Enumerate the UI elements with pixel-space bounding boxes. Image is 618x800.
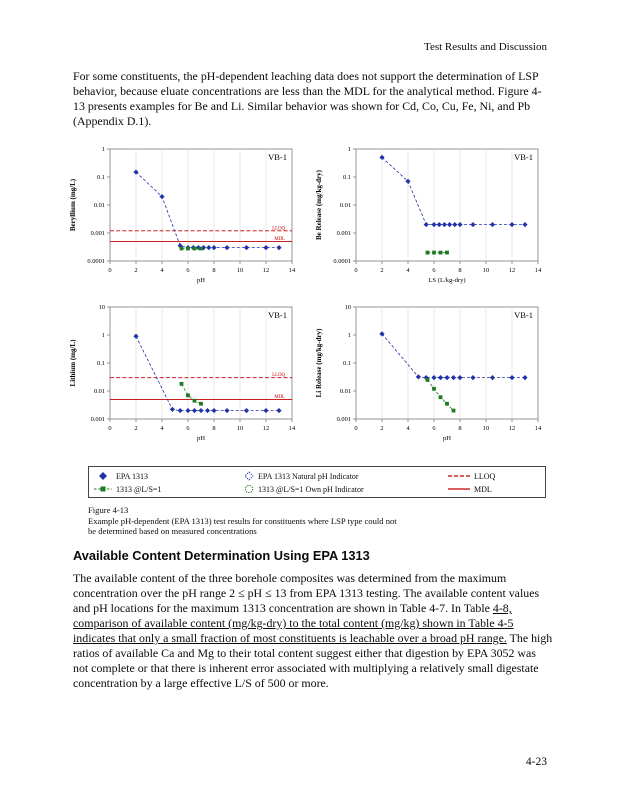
svg-text:MDL: MDL xyxy=(274,236,285,242)
svg-text:14: 14 xyxy=(288,425,296,432)
svg-text:4: 4 xyxy=(160,425,164,432)
svg-text:0.01: 0.01 xyxy=(93,388,105,396)
svg-text:Beryllium (mg/L): Beryllium (mg/L) xyxy=(69,178,77,232)
red-dashed-line-icon xyxy=(448,471,470,481)
svg-text:12: 12 xyxy=(262,425,270,432)
open-circle-marker-icon xyxy=(244,484,254,494)
svg-text:0.001: 0.001 xyxy=(336,230,351,238)
chart-svg xyxy=(310,298,548,450)
svg-text:0.0001: 0.0001 xyxy=(333,258,351,266)
svg-text:2: 2 xyxy=(134,267,138,274)
svg-text:1: 1 xyxy=(101,146,105,154)
svg-text:14: 14 xyxy=(534,425,542,432)
svg-text:10: 10 xyxy=(236,425,244,432)
svg-text:2: 2 xyxy=(134,425,138,432)
chart-svg xyxy=(64,140,302,292)
legend-item-natural-ph-indicator xyxy=(244,471,448,481)
green-square-dashed-marker-icon xyxy=(94,484,112,494)
svg-text:0: 0 xyxy=(108,267,112,274)
paragraph-text: The high ratios of available Ca and Mg to their total content suggest either that digestion by EPA 3052 was not complete or that there is inherent error associated with multiplying a relatively small digestate concentration by a large effective L/S of 500 or more. xyxy=(73,631,553,690)
svg-text:0.0001: 0.0001 xyxy=(87,258,105,266)
svg-text:10: 10 xyxy=(482,425,490,432)
chart-be-release xyxy=(310,140,548,292)
svg-text:12: 12 xyxy=(262,267,270,274)
chart-svg xyxy=(310,140,548,292)
legend-item-own-ph-indicator xyxy=(244,484,448,494)
svg-text:pH: pH xyxy=(442,435,452,442)
available-content-paragraph xyxy=(73,571,553,691)
svg-text:6: 6 xyxy=(432,425,436,432)
legend-item-mdl xyxy=(448,484,528,494)
svg-text:12: 12 xyxy=(508,425,516,432)
svg-text:2: 2 xyxy=(380,425,384,432)
intro-paragraph: For some constituents, the pH-dependent leaching data does not support the determination of LSP behavior, because eluate concentrations are less than the MDL for the analytical method. Figure 4-13 presents examples for Be and Li. Similar behavior was shown for Cd, Co, Cu, Fe, Ni, and Pb (Appendix D.1). xyxy=(73,69,542,128)
svg-text:Li Release (mg/kg-dry): Li Release (mg/kg-dry) xyxy=(315,328,323,398)
figure-caption-line2: be determined based on measured concentrations xyxy=(88,526,257,537)
svg-text:0.001: 0.001 xyxy=(90,416,105,424)
blue-diamond-marker-icon xyxy=(94,471,112,481)
legend-label: LLOQ xyxy=(474,471,496,481)
svg-text:4: 4 xyxy=(406,425,410,432)
svg-text:14: 14 xyxy=(534,267,542,274)
legend-label: 1313 @L/S=1 xyxy=(116,484,162,494)
svg-text:8: 8 xyxy=(212,267,216,274)
open-diamond-marker-icon xyxy=(244,471,254,481)
legend-label: EPA 1313 Natural pH Indicator xyxy=(258,471,359,481)
svg-text:0.1: 0.1 xyxy=(343,360,351,368)
svg-text:4: 4 xyxy=(160,267,164,274)
svg-text:Lithium (mg/L): Lithium (mg/L) xyxy=(69,339,77,387)
svg-text:0.1: 0.1 xyxy=(97,174,105,182)
svg-text:LLOQ: LLOQ xyxy=(272,373,285,379)
svg-text:MDL: MDL xyxy=(274,394,285,400)
svg-text:10: 10 xyxy=(236,267,244,274)
svg-text:0.001: 0.001 xyxy=(90,230,105,238)
svg-text:1: 1 xyxy=(347,146,351,154)
figure-label: Figure 4-13 xyxy=(88,505,129,515)
svg-text:0.1: 0.1 xyxy=(343,174,351,182)
svg-text:LS (L/kg-dry): LS (L/kg-dry) xyxy=(428,277,466,284)
section-heading: Available Content Determination Using EPA 1313 xyxy=(73,548,370,563)
svg-text:8: 8 xyxy=(212,425,216,432)
svg-text:0: 0 xyxy=(108,425,112,432)
svg-text:10: 10 xyxy=(482,267,490,274)
svg-text:8: 8 xyxy=(458,267,462,274)
svg-text:2: 2 xyxy=(380,267,384,274)
svg-text:0.01: 0.01 xyxy=(339,202,351,210)
svg-text:VB-1: VB-1 xyxy=(268,310,287,320)
svg-text:6: 6 xyxy=(186,425,190,432)
svg-text:0.01: 0.01 xyxy=(339,388,351,396)
page-number: 4-23 xyxy=(525,756,547,768)
svg-text:6: 6 xyxy=(186,267,190,274)
svg-text:LLOQ: LLOQ xyxy=(272,226,285,232)
chart-beryllium-vs-ph xyxy=(64,140,302,292)
svg-text:6: 6 xyxy=(432,267,436,274)
red-solid-line-icon xyxy=(448,484,470,494)
chart-lithium-vs-ph xyxy=(64,298,302,450)
svg-text:14: 14 xyxy=(288,267,296,274)
svg-text:VB-1: VB-1 xyxy=(514,152,533,162)
svg-text:Be Release (mg/kg-dry): Be Release (mg/kg-dry) xyxy=(315,170,323,240)
running-header: Test Results and Discussion xyxy=(424,41,547,53)
svg-text:10: 10 xyxy=(98,304,105,312)
paragraph-text: The available content of the three borehole composites was determined from the maximum concentration over the pH range 2 ≤ pH ≤ 13 from EPA 1313 testing. The available content values and pH locations for the maximum 1313 concentration are shown in Table 4-7. In Table xyxy=(73,571,540,615)
legend-label: EPA 1313 xyxy=(116,471,148,481)
svg-text:0: 0 xyxy=(354,425,358,432)
svg-text:12: 12 xyxy=(508,267,516,274)
paragraph-underlined-text: 4-8, comparison of available content (mg/kg-dry) to the total content (mg/kg) shown in Table 4-5 indicates that only a small fraction of most constituents is leachable over a broad pH range. xyxy=(73,601,514,645)
svg-text:0.01: 0.01 xyxy=(93,202,105,210)
figure-4-13-charts xyxy=(64,140,548,450)
svg-text:10: 10 xyxy=(344,304,351,312)
legend-label: 1313 @L/S=1 Own pH Indicator xyxy=(258,484,364,494)
svg-text:4: 4 xyxy=(406,267,410,274)
svg-text:0.001: 0.001 xyxy=(336,416,351,424)
svg-text:0: 0 xyxy=(354,267,358,274)
svg-text:VB-1: VB-1 xyxy=(268,152,287,162)
svg-text:pH: pH xyxy=(196,435,206,442)
legend-item-1313-ls1 xyxy=(94,484,244,494)
chart-li-release xyxy=(310,298,548,450)
svg-text:pH: pH xyxy=(196,277,206,284)
svg-text:VB-1: VB-1 xyxy=(514,310,533,320)
legend-item-epa-1313 xyxy=(94,471,244,481)
svg-text:0.1: 0.1 xyxy=(97,360,105,368)
svg-text:1: 1 xyxy=(347,332,351,340)
figure-legend xyxy=(88,466,546,498)
svg-text:8: 8 xyxy=(458,425,462,432)
figure-caption xyxy=(88,505,397,537)
chart-svg xyxy=(64,298,302,450)
legend-label: MDL xyxy=(474,484,492,494)
figure-caption-line1: Example pH-dependent (EPA 1313) test results for constituents where LSP type could not xyxy=(88,515,397,526)
svg-text:1: 1 xyxy=(101,332,105,340)
legend-item-lloq xyxy=(448,471,528,481)
